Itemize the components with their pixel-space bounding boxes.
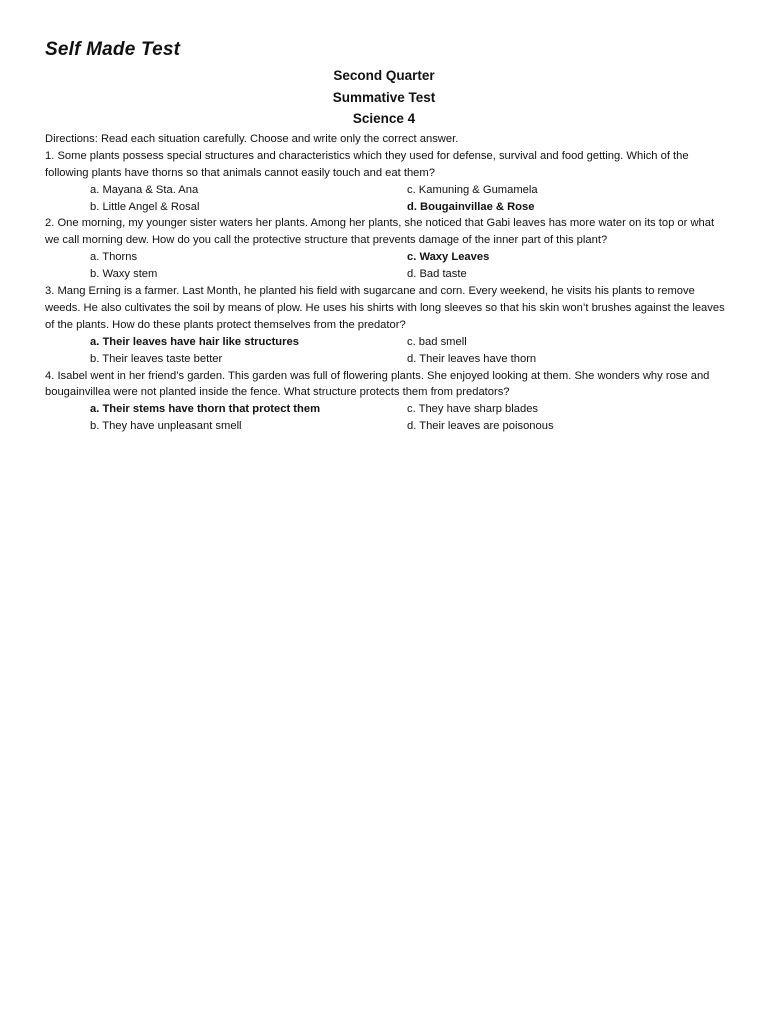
question-2-choice-b: b. Waxy stem: [90, 268, 158, 281]
question-1-choices-row-2: [45, 199, 725, 216]
question-3-choice-b: b. Their leaves taste better: [90, 352, 223, 365]
question-2-choices-row-1: [45, 249, 725, 266]
question-1-choice-b: b. Little Angel & Rosal: [90, 200, 200, 213]
question-4-choices-row-2: [45, 418, 725, 435]
question-1-choice-d: d. Bougainvillae & Rose: [407, 200, 535, 213]
question-3-choice-d: d. Their leaves have thorn: [407, 352, 537, 365]
question-4-choice-a: a. Their stems have thorn that protect them: [90, 403, 321, 416]
heading-test-type: Summative Test: [332, 90, 436, 105]
question-2-choice-a: a. Thorns: [90, 251, 138, 264]
question-1-choice-a: a. Mayana & Sta. Ana: [90, 183, 199, 196]
question-4-choice-c: c. They have sharp blades: [407, 403, 539, 416]
question-4-choice-d: d. Their leaves are poisonous: [407, 420, 554, 433]
question-1-stem: 1. Some plants possess special structures and characteristics which they used for defense, survival and food getting. Which of the following plants have thorns so that animals cannot easily touch and eat them?: [45, 149, 689, 179]
question-4-choice-b: b. They have unpleasant smell: [90, 420, 242, 433]
question-3-stem: 3. Mang Erning is a farmer. Last Month, he planted his field with sugarcane and corn. Every weekend, he visits his plants to remove weeds. He also cultivates the soil by means of plow. He uses his shirts with long sleeves so that his skin won’t brushes against the leaves of the plants. How do these plants protect themselves from the predator?: [45, 285, 725, 331]
question-2-choice-c: c. Waxy Leaves: [407, 251, 490, 264]
question-1-choices-row-1: [45, 182, 725, 199]
question-1-choice-c: c. Kamuning & Gumamela: [407, 183, 538, 196]
question-3-choices-row-1: [45, 334, 725, 351]
question-3-choices-row-2: [45, 351, 725, 368]
question-4-stem: 4. Isabel went in her friend’s garden. This garden was full of flowering plants. She enjoyed looking at them. She wonders why rose and bougainvillea were not planted inside the fence. What structure protects them from predators?: [45, 369, 710, 399]
question-3-choice-a: a. Their leaves have hair like structures: [90, 335, 299, 348]
directions: Directions: Read each situation carefully. Choose and write only the correct answer.: [45, 133, 459, 145]
question-2-choices-row-2: [45, 266, 725, 283]
heading-quarter: Second Quarter: [333, 68, 435, 83]
question-3-choice-c: c. bad smell: [407, 335, 467, 348]
test-body: [45, 131, 725, 435]
heading-subject: Science 4: [352, 111, 416, 126]
question-4-choices-row-1: [45, 401, 725, 418]
document-title: Self Made Test: [45, 39, 181, 60]
question-2-stem: 2. One morning, my younger sister waters her plants. Among her plants, she noticed that Gabi leaves has more water on its top or what we call morning dew. How do you call the protective structure that prevents damage of the inner part of this plant?: [45, 217, 715, 247]
question-2-choice-d: d. Bad taste: [407, 268, 467, 281]
